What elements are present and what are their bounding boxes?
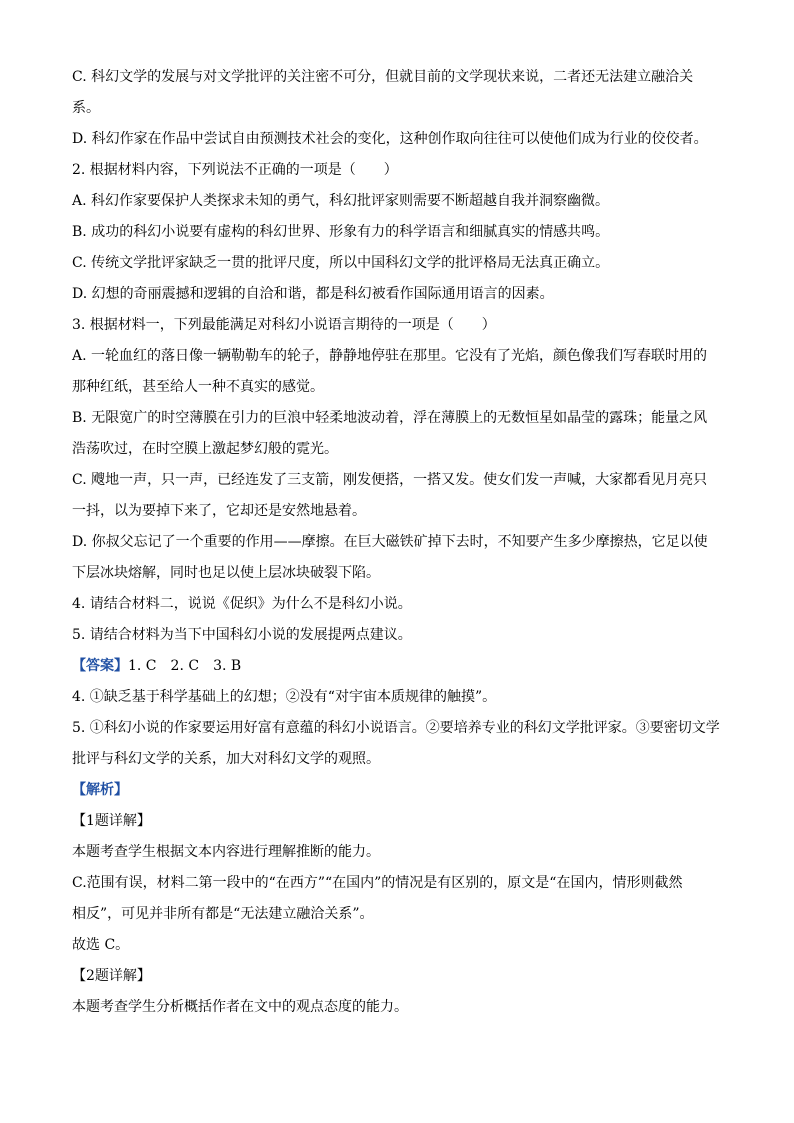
question-2-option-b: B. 成功的科幻小说要有虚构的科幻世界、形象有力的科学语言和细腻真实的情感共鸣。 (72, 224, 610, 240)
answer-4: 4. ①缺乏基于科学基础上的幻想；②没有“对宇宙本质规律的触摸”。 (72, 689, 497, 705)
option-d: D. 科幻作家在作品中尝试自由预测技术社会的变化，这种创作取向往往可以使他们成为行业的佼佼者。 (72, 131, 708, 147)
answer-3: 3. B (213, 658, 242, 674)
detail-1-intro: 本题考查学生根据文本内容进行理解推断的能力。 (72, 844, 380, 860)
question-3-option-a-line-1: A. 一轮血红的落日像一辆勒勒车的轮子，静静地停驻在那里。它没有了光焰，颜色像我们写春联时用的 (72, 348, 708, 364)
document-content (72, 62, 724, 1023)
answer-line (72, 651, 724, 682)
question-3-option-b-line-1: B. 无限宽广的时空薄膜在引力的巨浪中轻柔地波动着，浮在薄膜上的无数恒星如晶莹的露珠；能量之风 (72, 410, 708, 426)
question-2-stem: 2. 根据材料内容，下列说法不正确的一项是（ ） (72, 162, 398, 178)
answer-tag: 【答案】 (72, 658, 128, 674)
question-3-option-d-line-1: D. 你叔父忘记了一个重要的作用——摩擦。在巨大磁铁矿掉下去时，不知要产生多少摩擦热，它足以使 (72, 534, 708, 550)
answer-5-line-2: 批评与科幻文学的关系，加大对科幻文学的观照。 (72, 751, 380, 767)
detail-1-body-line-2: 相反”，可见并非所有都是“无法建立融洽关系”。 (72, 906, 374, 922)
answer-1: 1. C (128, 658, 157, 674)
detail-1-body-line-1: C.范围有误，材料二第一段中的“在西方”“在国内”的情况是有区别的，原文是“在国内，情形则截然 (72, 875, 683, 891)
question-2-option-c: C. 传统文学批评家缺乏一贯的批评尺度，所以中国科幻文学的批评格局无法真正确立。 (72, 255, 610, 271)
question-5: 5. 请结合材料为当下中国科幻小说的发展提两点建议。 (72, 627, 412, 643)
option-c-line-1: C. 科幻文学的发展与对文学批评的关注密不可分，但就目前的文学现状来说，二者还无法建立融洽关 (72, 69, 694, 85)
question-3-stem: 3. 根据材料一，下列最能满足对科幻小说语言期待的一项是（ ） (72, 317, 496, 333)
question-4: 4. 请结合材料二，说说《促织》为什么不是科幻小说。 (72, 596, 412, 612)
question-3-option-a-line-2: 那种红纸，甚至给人一种不真实的感觉。 (72, 379, 324, 395)
answer-5-line-1: 5. ①科幻小说的作家要运用好富有意蕴的科幻小说语言。②要培养专业的科幻文学批评家。③要密切文学 (72, 720, 720, 736)
question-3-option-c-line-2: 一抖，以为要掉下来了，它却还是安然地悬着。 (72, 503, 366, 519)
question-3-option-c-line-1: C. 飕地一声，只一声，已经连发了三支箭，刚发便搭，一搭又发。使女们发一声喊，大家都看见月亮只 (72, 472, 708, 488)
analysis-line (72, 775, 724, 806)
question-2-option-d: D. 幻想的奇丽震撼和逻辑的自洽和谐，都是科幻被看作国际通用语言的因素。 (72, 286, 554, 302)
question-2-option-a: A. 科幻作家要保护人类探求未知的勇气，科幻批评家则需要不断超越自我并洞察幽微。 (72, 193, 610, 209)
question-3-option-d-line-2: 下层冰块熔解，同时也足以使上层冰块破裂下陷。 (72, 565, 380, 581)
answer-2: 2. C (170, 658, 200, 674)
option-c-line-2: 系。 (72, 100, 100, 116)
detail-1-choose: 故选 C。 (72, 937, 130, 953)
detail-2-title: 【2题详解】 (72, 968, 151, 984)
analysis-tag: 【解析】 (72, 782, 128, 798)
detail-1-title: 【1题详解】 (72, 813, 151, 829)
question-3-option-b-line-2: 浩荡吹过，在时空膜上激起梦幻般的霓光。 (72, 441, 338, 457)
detail-2-intro: 本题考查学生分析概括作者在文中的观点态度的能力。 (72, 999, 408, 1015)
